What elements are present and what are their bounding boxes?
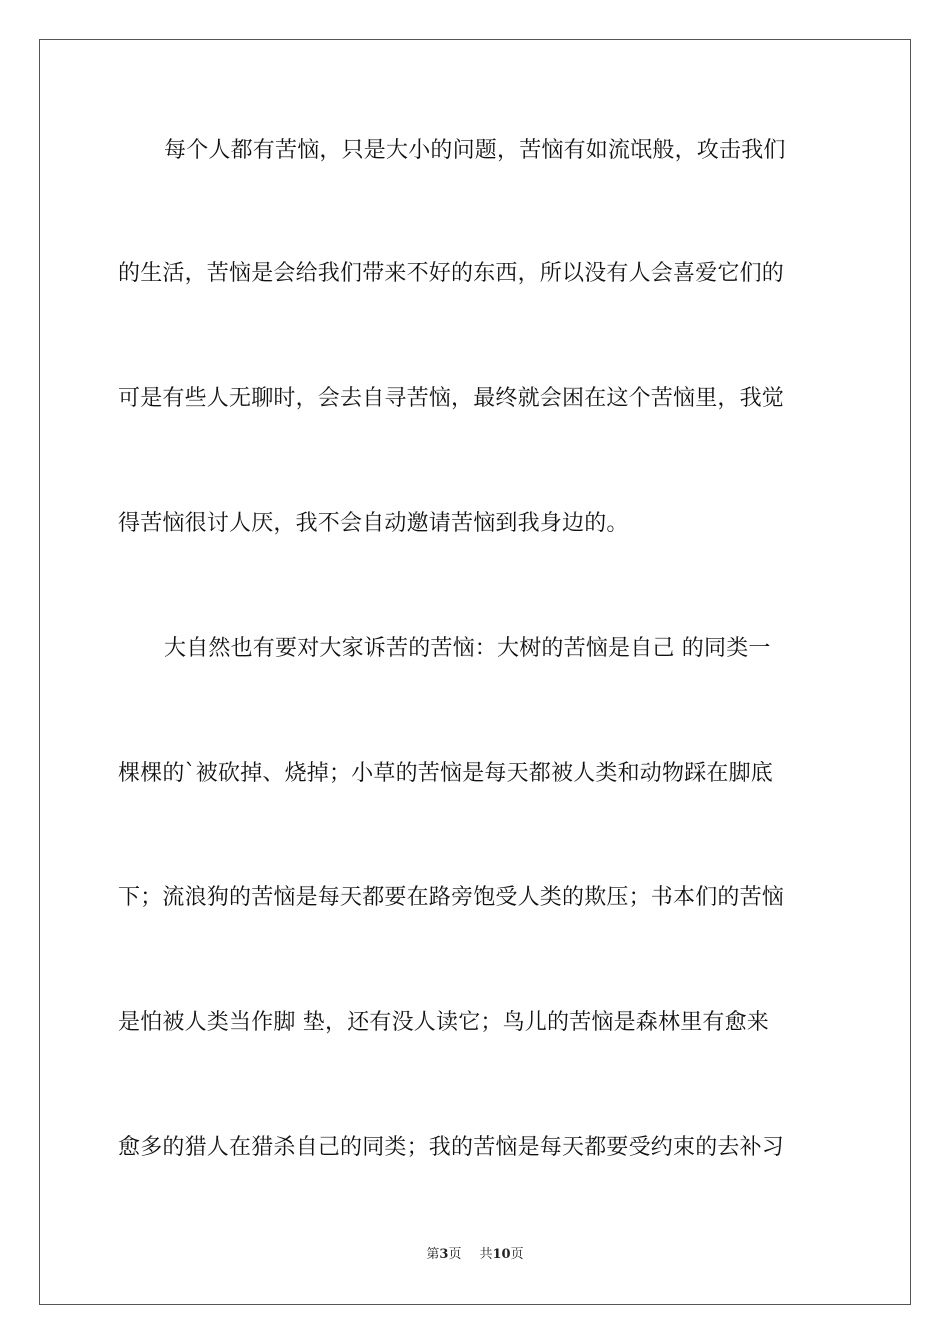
- paragraph-2-line-1: 大自然也有要对大家诉苦的苦恼：大树的苦恼是自己 的同类一: [164, 636, 771, 661]
- footer-page-suffix: 页: [448, 1247, 462, 1262]
- paragraph-2-line-4: 是怕被人类当作脚 垫，还有没人读它；鸟儿的苦恼是森林里有愈来: [118, 1010, 769, 1035]
- paragraph-1-line-2: 的生活，苦恼是会给我们带来不好的东西，所以没有人会喜爱它们的: [118, 261, 785, 286]
- footer-total-prefix: 共: [479, 1247, 493, 1262]
- paragraph-1-line-3: 可是有些人无聊时，会去自寻苦恼，最终就会困在这个苦恼里，我觉: [118, 386, 785, 411]
- paragraph-2-line-5: 愈多的猎人在猎杀自己的同类；我的苦恼是每天都要受约束的去补习: [118, 1135, 785, 1160]
- paragraph-2-line-2: 棵棵的`被砍掉、烧掉；小草的苦恼是每天都被人类和动物踩在脚底: [118, 761, 774, 786]
- paragraph-1-line-4: 得苦恼很讨人厌，我不会自动邀请苦恼到我身边的。: [118, 511, 629, 536]
- footer-total-suffix: 页: [510, 1247, 524, 1262]
- paragraph-2-line-3: 下；流浪狗的苦恼是每天都要在路旁饱受人类的欺压；书本们的苦恼: [118, 885, 785, 910]
- page-footer: [0, 1246, 950, 1264]
- page-border: [39, 39, 911, 1305]
- footer-page-prefix: 第: [426, 1247, 440, 1262]
- paragraph-1-line-1: 每个人都有苦恼，只是大小的问题，苦恼有如流氓般，攻击我们: [164, 138, 786, 163]
- footer-page-number: 3: [439, 1247, 449, 1262]
- footer-total-number: 10: [492, 1247, 511, 1262]
